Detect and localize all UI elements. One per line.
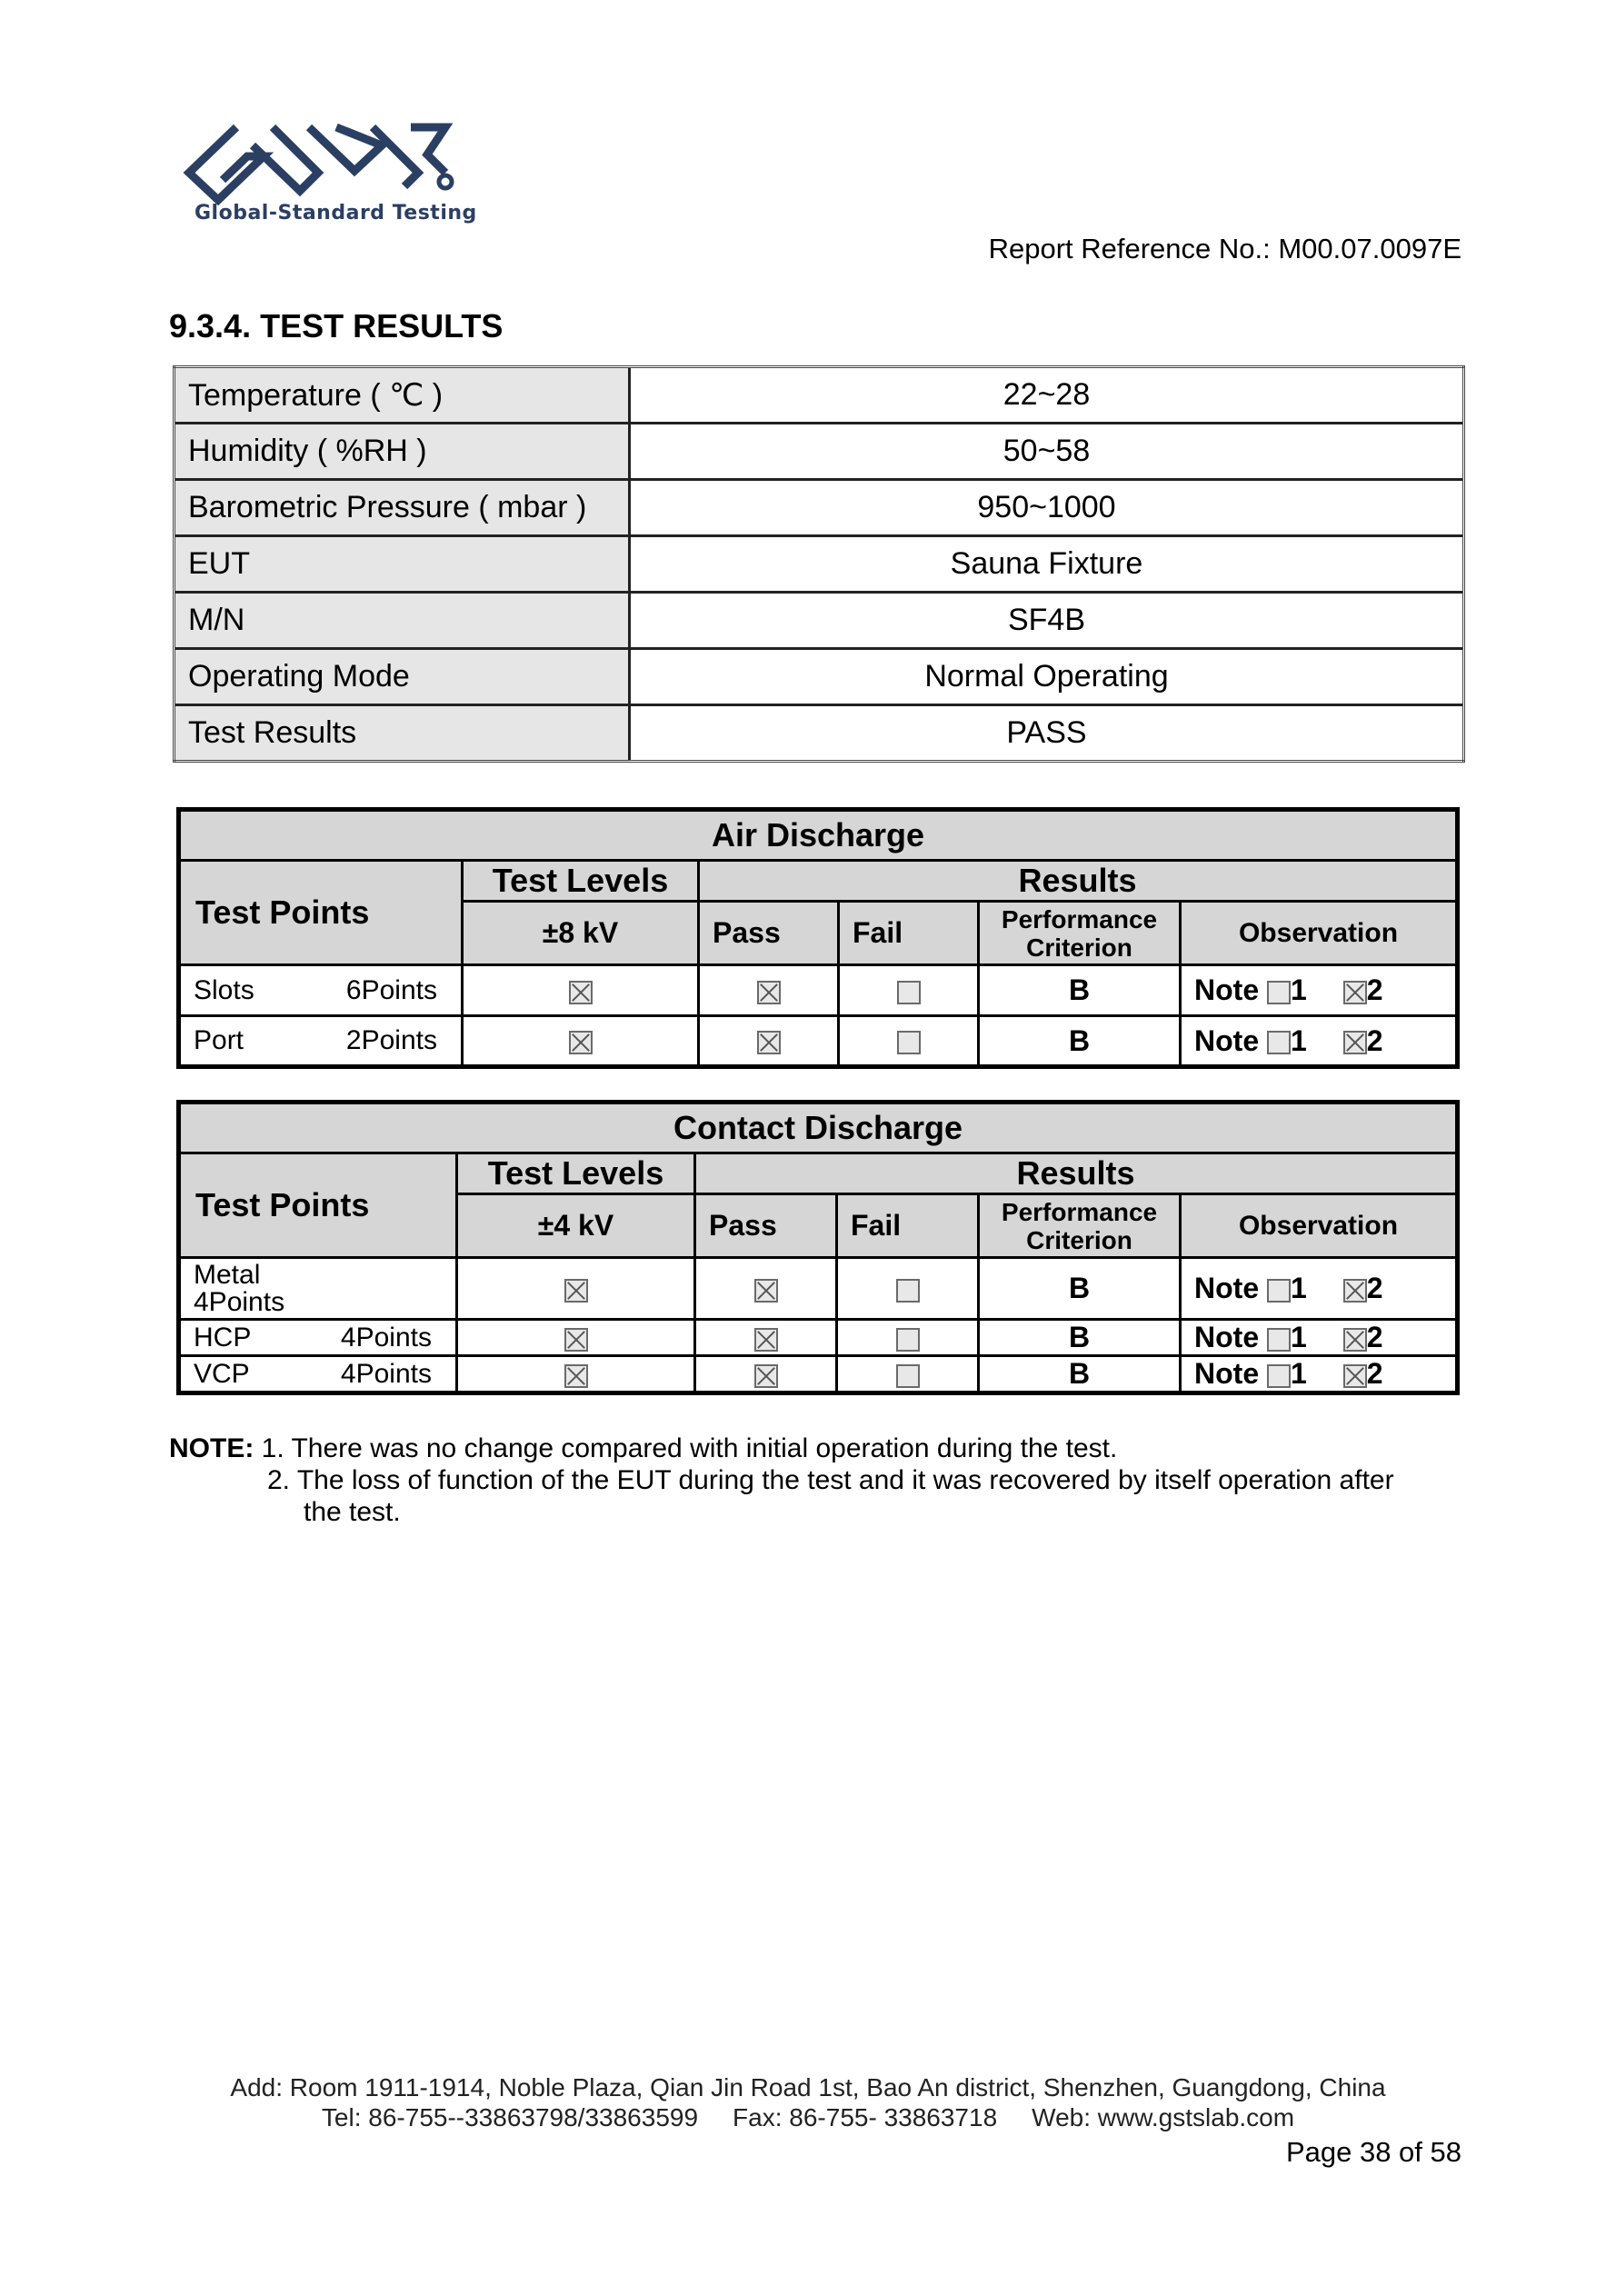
note1-checkbox-icon bbox=[1267, 1364, 1291, 1388]
note2-checkbox-icon bbox=[1343, 981, 1367, 1004]
footer-tel: Tel: 86-755--33863798/33863599 bbox=[321, 2103, 699, 2131]
level-cell bbox=[457, 1320, 695, 1356]
environment-row bbox=[175, 424, 1464, 480]
test-point-name: VCP bbox=[194, 1358, 250, 1389]
note2-number: 2 bbox=[1366, 1272, 1383, 1304]
test-points-header: Test Points bbox=[179, 1153, 457, 1258]
fail-checkbox-icon bbox=[896, 1328, 920, 1352]
level-checkbox-icon bbox=[564, 1328, 588, 1352]
pass-checkbox-icon bbox=[754, 1364, 778, 1388]
environment-row bbox=[175, 480, 1464, 536]
environment-table bbox=[173, 365, 1465, 763]
fail-cell bbox=[837, 1356, 979, 1393]
note2-checkbox-icon bbox=[1343, 1031, 1367, 1054]
level-cell bbox=[463, 965, 699, 1016]
table-row bbox=[179, 1016, 1458, 1067]
level-header: ±8 kV bbox=[463, 902, 699, 965]
observation-cell bbox=[1181, 965, 1458, 1016]
note2-checkbox-icon bbox=[1343, 1364, 1367, 1388]
page-number: Page 38 of 58 bbox=[1285, 2136, 1461, 2168]
environment-label: Barometric Pressure ( mbar ) bbox=[175, 480, 630, 536]
footer-address: Add: Room 1911-1914, Noble Plaza, Qian Jin Road 1st, Bao An district, Shenzhen, Guangdong, China bbox=[230, 2073, 1386, 2101]
environment-value: 22~28 bbox=[630, 367, 1464, 424]
level-checkbox-icon bbox=[569, 1031, 593, 1054]
environment-label: Temperature ( ℃ ) bbox=[175, 367, 630, 424]
note-line-3: the test. bbox=[304, 1497, 401, 1527]
pass-header: Pass bbox=[699, 902, 839, 965]
criterion-header bbox=[979, 1194, 1181, 1258]
note1-checkbox-icon bbox=[1267, 981, 1291, 1004]
test-point-cell bbox=[179, 1258, 457, 1320]
note1-number: 1 bbox=[1291, 1023, 1307, 1057]
environment-value: 950~1000 bbox=[630, 480, 1464, 536]
level-cell bbox=[457, 1356, 695, 1393]
air-discharge-title: Air Discharge bbox=[179, 810, 1458, 861]
test-point-count: 4Points bbox=[340, 1358, 432, 1389]
observation-cell bbox=[1181, 1356, 1458, 1393]
environment-value: PASS bbox=[630, 705, 1464, 762]
table-row bbox=[179, 1320, 1458, 1356]
fail-checkbox-icon bbox=[897, 981, 921, 1004]
environment-value: 50~58 bbox=[630, 424, 1464, 480]
fail-header: Fail bbox=[839, 902, 979, 965]
level-cell bbox=[463, 1016, 699, 1067]
note2-number: 2 bbox=[1366, 973, 1383, 1006]
level-checkbox-icon bbox=[569, 981, 593, 1004]
report-reference: Report Reference No.: M00.07.0097E bbox=[988, 233, 1461, 265]
criterion-header-line2: Criterion bbox=[1026, 933, 1132, 962]
note1-number: 1 bbox=[1291, 1272, 1307, 1304]
environment-label: Operating Mode bbox=[175, 649, 630, 705]
pass-checkbox-icon bbox=[757, 1031, 781, 1054]
note2-number: 2 bbox=[1366, 1023, 1383, 1057]
pass-cell bbox=[699, 965, 839, 1016]
level-cell bbox=[457, 1258, 695, 1320]
criterion-header bbox=[979, 902, 1181, 965]
note1-checkbox-icon bbox=[1267, 1031, 1291, 1054]
test-point-name: Port bbox=[194, 1025, 244, 1055]
test-point-name: Metal bbox=[194, 1259, 261, 1290]
observation-cell bbox=[1181, 1320, 1458, 1356]
criterion-header-line1: Performance bbox=[1001, 904, 1158, 933]
note1-number: 1 bbox=[1291, 1357, 1307, 1390]
environment-value: Sauna Fixture bbox=[630, 536, 1464, 593]
note2-number: 2 bbox=[1366, 1321, 1383, 1353]
environment-value: Normal Operating bbox=[630, 649, 1464, 705]
test-point-count: 6Points bbox=[345, 974, 437, 1005]
test-point-name: Slots bbox=[194, 974, 254, 1005]
observation-cell bbox=[1181, 1258, 1458, 1320]
fail-checkbox-icon bbox=[896, 1364, 920, 1388]
criterion-value: B bbox=[979, 1258, 1181, 1320]
environment-row bbox=[175, 536, 1464, 593]
fail-cell bbox=[839, 965, 979, 1016]
note-line-1: 1. There was no change compared with initial operation during the test. bbox=[261, 1433, 1118, 1463]
test-point-cell bbox=[179, 965, 463, 1016]
contact-discharge-title: Contact Discharge bbox=[179, 1103, 1458, 1153]
pass-checkbox-icon bbox=[754, 1279, 778, 1303]
environment-label: Humidity ( %RH ) bbox=[175, 424, 630, 480]
environment-row bbox=[175, 649, 1464, 705]
pass-cell bbox=[695, 1320, 837, 1356]
criterion-value: B bbox=[979, 1356, 1181, 1393]
table-row bbox=[179, 965, 1458, 1016]
footer-fax: Fax: 86-755- 33863718 bbox=[733, 2103, 998, 2131]
criterion-value: B bbox=[979, 1320, 1181, 1356]
environment-row bbox=[175, 593, 1464, 649]
environment-label: EUT bbox=[175, 536, 630, 593]
fail-cell bbox=[837, 1320, 979, 1356]
test-points-header: Test Points bbox=[179, 861, 463, 965]
contact-discharge-table bbox=[176, 1100, 1460, 1395]
criterion-header-line1: Performance bbox=[1001, 1197, 1158, 1226]
test-levels-header: Test Levels bbox=[463, 861, 699, 902]
criterion-value: B bbox=[979, 1016, 1181, 1067]
observation-header: Observation bbox=[1181, 902, 1458, 965]
pass-checkbox-icon bbox=[757, 981, 781, 1004]
note1-number: 1 bbox=[1291, 1321, 1307, 1353]
results-header: Results bbox=[699, 861, 1458, 902]
note-label: Note bbox=[1194, 1321, 1260, 1353]
test-point-count: 4Points bbox=[194, 1286, 285, 1317]
test-levels-header: Test Levels bbox=[457, 1153, 695, 1194]
note1-checkbox-icon bbox=[1267, 1328, 1291, 1352]
note-label: Note bbox=[1194, 1357, 1260, 1390]
note-line-2: 2. The loss of function of the EUT during the test and it was recovered by itself operation after bbox=[267, 1465, 1394, 1495]
footer bbox=[0, 2072, 1616, 2132]
pass-cell bbox=[695, 1356, 837, 1393]
logo-text: Global-Standard Testing bbox=[195, 202, 477, 225]
note2-checkbox-icon bbox=[1343, 1328, 1367, 1352]
criterion-header-line2: Criterion bbox=[1026, 1225, 1132, 1254]
fail-checkbox-icon bbox=[897, 1031, 921, 1054]
note-label: Note bbox=[1194, 1272, 1260, 1304]
level-header: ±4 kV bbox=[457, 1194, 695, 1258]
environment-value: SF4B bbox=[630, 593, 1464, 649]
pass-cell bbox=[695, 1258, 837, 1320]
test-point-cell bbox=[179, 1356, 457, 1393]
pass-cell bbox=[699, 1016, 839, 1067]
fail-header: Fail bbox=[837, 1194, 979, 1258]
test-point-count: 2Points bbox=[345, 1025, 437, 1055]
section-title: 9.3.4. TEST RESULTS bbox=[169, 307, 504, 344]
notes bbox=[169, 1433, 1394, 1528]
environment-row bbox=[175, 705, 1464, 762]
note2-number: 2 bbox=[1366, 1357, 1383, 1390]
fail-cell bbox=[839, 1016, 979, 1067]
air-discharge-table bbox=[176, 807, 1460, 1069]
pass-checkbox-icon bbox=[754, 1328, 778, 1352]
observation-header: Observation bbox=[1181, 1194, 1458, 1258]
note1-number: 1 bbox=[1291, 973, 1307, 1006]
test-point-count: 4Points bbox=[340, 1322, 432, 1353]
note-label: Note bbox=[1194, 973, 1260, 1006]
footer-web: Web: www.gstslab.com bbox=[1032, 2103, 1295, 2131]
level-checkbox-icon bbox=[564, 1279, 588, 1303]
pass-header: Pass bbox=[695, 1194, 837, 1258]
table-row bbox=[179, 1258, 1458, 1320]
fail-checkbox-icon bbox=[896, 1279, 920, 1303]
test-point-name: HCP bbox=[194, 1322, 252, 1353]
note-label: Note bbox=[1194, 1023, 1260, 1057]
note1-checkbox-icon bbox=[1267, 1279, 1291, 1303]
level-checkbox-icon bbox=[564, 1364, 588, 1388]
test-point-cell bbox=[179, 1016, 463, 1067]
results-header: Results bbox=[695, 1153, 1458, 1194]
test-point-cell bbox=[179, 1320, 457, 1356]
note-label: NOTE: bbox=[169, 1433, 254, 1463]
environment-row bbox=[175, 367, 1464, 424]
table-row bbox=[179, 1356, 1458, 1393]
environment-label: M/N bbox=[175, 593, 630, 649]
observation-cell bbox=[1181, 1016, 1458, 1067]
criterion-value: B bbox=[979, 965, 1181, 1016]
note2-checkbox-icon bbox=[1343, 1279, 1367, 1303]
fail-cell bbox=[837, 1258, 979, 1320]
environment-label: Test Results bbox=[175, 705, 630, 762]
